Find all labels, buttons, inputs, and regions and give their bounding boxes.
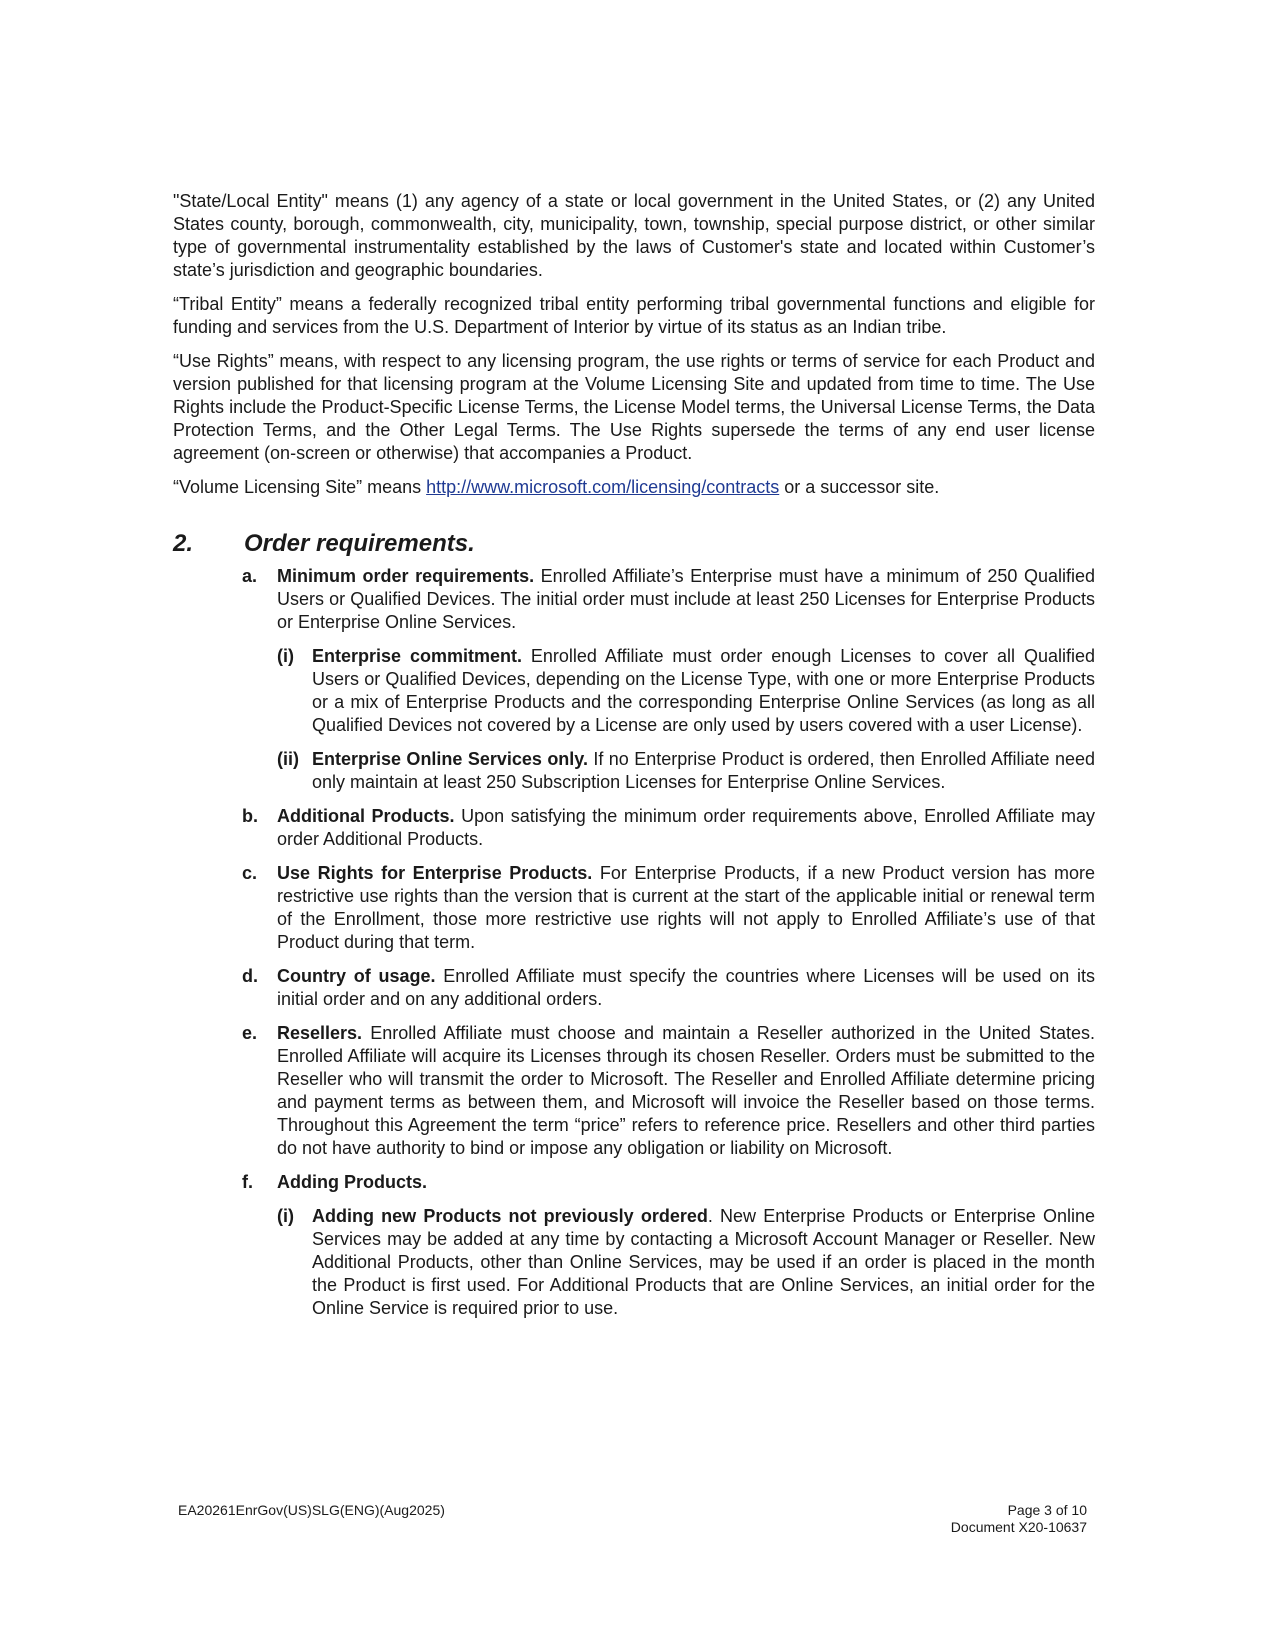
section-number: 2. <box>173 530 194 557</box>
item-d-country-of-usage <box>242 965 1095 1011</box>
item-marker: (i) <box>277 1206 294 1226</box>
item-marker: (i) <box>277 646 294 666</box>
definition-use-rights: “Use Rights” means, with respect to any licensing program, the use rights or terms of service for each Product and version published for that licensing program at the Volume Licensing Site and updated from time to time. The Use Rights include the Product-Specific License Terms, the License Model terms, the Universal License Terms, the Data Protection Terms, and the Other Legal Terms. The Use Rights supersede the terms of any end user license agreement (on-screen or otherwise) that accompanies a Product. <box>173 351 1095 463</box>
item-marker: f. <box>242 1172 253 1192</box>
item-marker: c. <box>242 863 258 883</box>
item-text: Enrolled Affiliate must order enough Licenses to cover all Qualified Users or Qualified Devices, depending on the License Type, with one or more Enterprise Products or a mix of Enterprise Products and the corresponding Enterprise Online Services (as long as all Qualified Devices not covered by a License are only used by users covered with a user License). <box>312 646 1095 735</box>
definition-tribal-entity: “Tribal Entity” means a federally recognized tribal entity performing tribal governmental functions and eligible for funding and services from the U.S. Department of Interior by virtue of its status as an Indian tribe. <box>173 294 1095 337</box>
vls-suffix: or a successor site. <box>779 477 940 497</box>
footer-page-info <box>951 1502 1087 1536</box>
item-text: Enrolled Affiliate must specify the countries where Licenses will be used on its initial order and on any additional orders. <box>277 966 1095 1009</box>
section-heading <box>173 529 1095 559</box>
item-f-i-adding-new-products <box>277 1205 1095 1320</box>
page-content <box>173 190 1095 1320</box>
item-heading: Country of usage. <box>277 966 436 986</box>
definition-state-local-entity: "State/Local Entity" means (1) any agency of a state or local government in the United States, or (2) any United States county, borough, commonwealth, city, municipality, town, township, special purpose district, or other similar type of governmental instrumentality established by the laws of Customer's state and located within Customer’s state’s jurisdiction and geographic boundaries. <box>173 191 1095 280</box>
item-text: For Enterprise Products, if a new Product version has more restrictive use rights than the version that is current at the start of the applicable initial or renewal term of the Enrollment, those more restrictive use rights will not apply to Enrolled Affiliate’s use of that Product during that term. <box>277 863 1096 952</box>
section-title: Order requirements. <box>244 530 475 557</box>
item-e-resellers <box>242 1022 1095 1160</box>
item-b-additional-products <box>242 805 1095 851</box>
item-text: . New Enterprise Products or Enterprise Online Services may be added at any time by contacting a Microsoft Account Manager or Reseller. New Additional Products, other than Online Services, may be used if an order is placed in the month the Product is first used. For Additional Products that are Online Services, an initial order for the Online Service is required prior to use. <box>312 1206 1095 1318</box>
item-heading: Resellers. <box>277 1023 363 1043</box>
item-text: Enrolled Affiliate must choose and maintain a Reseller authorized in the United States. Enrolled Affiliate will acquire its Licenses through its chosen Reseller. Orders must be submitted to the Reseller who will transmit the order to Microsoft. The Reseller and Enrolled Affiliate determine pricing and payment terms as between them, and Microsoft will invoice the Reseller based on those terms. Throughout this Agreement the term “price” refers to reference price. Resellers and other third parties do not have authority to bind or impose any obligation or liability on Microsoft. <box>277 1023 1095 1158</box>
item-marker: a. <box>242 566 258 586</box>
item-marker: (ii) <box>277 749 299 769</box>
item-a-i-enterprise-commitment <box>277 645 1095 737</box>
item-c-use-rights <box>242 862 1095 954</box>
item-heading: Adding Products. <box>277 1172 427 1192</box>
footer-doc-code: EA20261EnrGov(US)SLG(ENG)(Aug2025) <box>178 1502 445 1518</box>
volume-licensing-link[interactable]: http://www.microsoft.com/licensing/contracts <box>426 477 780 497</box>
vls-prefix: “Volume Licensing Site” means <box>173 477 427 497</box>
item-text: If no Enterprise Product is ordered, then Enrolled Affiliate need only maintain at least 250 Subscription Licenses for Enterprise Online Services. <box>312 749 1095 792</box>
item-heading: Enterprise Online Services only. <box>312 749 588 769</box>
item-heading: Additional Products. <box>277 806 455 826</box>
item-marker: d. <box>242 966 258 986</box>
item-f-adding-products <box>242 1171 1095 1194</box>
definition-volume-licensing-site <box>173 476 1095 499</box>
item-heading: Adding new Products not previously ordered <box>312 1206 708 1226</box>
item-a-ii-online-services-only <box>277 748 1095 794</box>
document-number: Document X20-10637 <box>950 1519 1087 1535</box>
item-marker: b. <box>242 806 258 826</box>
item-text: Upon satisfying the minimum order requirements above, Enrolled Affiliate may order Additional Products. <box>277 806 1095 849</box>
item-text: Enrolled Affiliate’s Enterprise must have a minimum of 250 Qualified Users or Qualified Devices. The initial order must include at least 250 Licenses for Enterprise Products or Enterprise Online Services. <box>277 566 1095 632</box>
page-number: Page 3 of 10 <box>1007 1502 1087 1518</box>
item-marker: e. <box>242 1023 258 1043</box>
item-a-minimum-order <box>242 565 1095 634</box>
item-heading: Minimum order requirements. <box>277 566 535 586</box>
item-heading: Enterprise commitment. <box>312 646 522 666</box>
item-heading: Use Rights for Enterprise Products. <box>277 863 593 883</box>
